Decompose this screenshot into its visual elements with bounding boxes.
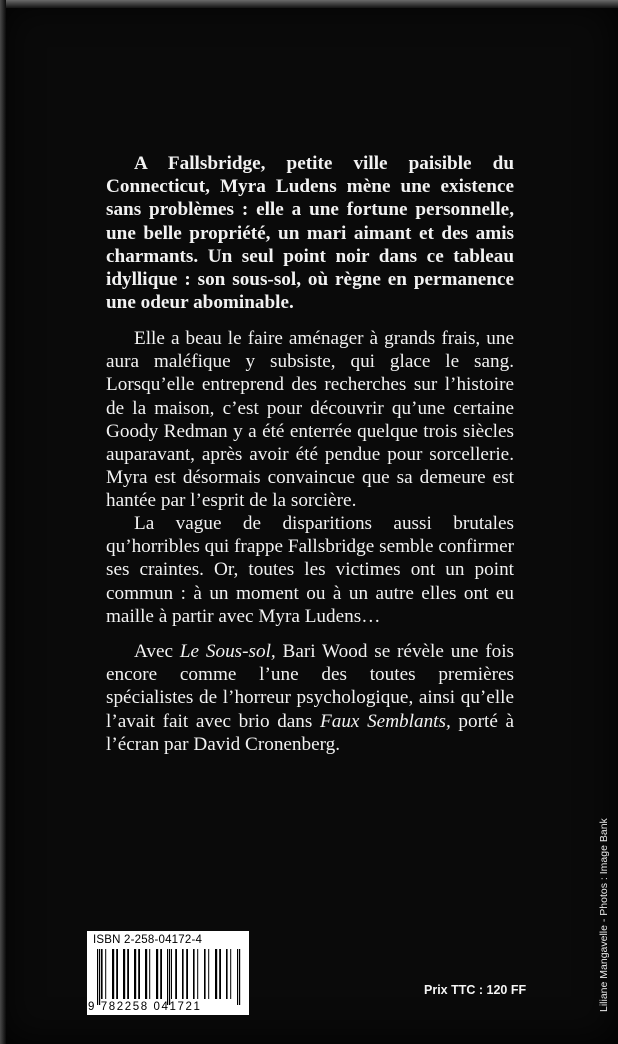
barcode	[87, 931, 249, 1015]
book-title-faux-semblants: Faux Semblants,	[320, 710, 451, 732]
closing-text-1: Avec	[134, 641, 180, 662]
isbn-label: ISBN 2-258-04172-4	[93, 934, 203, 946]
book-title-le-sous-sol: Le Sous-sol,	[179, 641, 276, 662]
blurb-paragraph-2: La vague de disparitions aussi brutales qu’horribles qui frappe Fallsbridge semble confirmer ses craintes. Or, toutes les victimes ont un point commun : à un moment ou à un autre elles ont eu maille à partir avec Myra Ludens…	[106, 513, 514, 627]
ean-digits: 9 782258 041721	[88, 1001, 202, 1013]
closing-text-2: Bari Wood se révèle une fois encore comme l’une des toutes premières spécialistes de l’horreur psychologique, ainsi qu’elle l’avait fait avec brio dans	[106, 641, 515, 732]
price-label: Prix TTC : 120 FF	[424, 983, 527, 997]
blurb-closing	[106, 640, 514, 756]
blurb-paragraph-1: Elle a beau le faire aménager à grands frais, une aura maléfique y subsiste, qui glace le sang. Lorsqu’elle entreprend des recherches sur l’histoire de la maison, c’est pour découvrir qu’une certaine Goody Redman y a été enterrée quelque trois siècles auparavant, après avoir été pendue pour sorcellerie. Myra est désormais convaincue que sa demeure est hantée par l’esprit de la sorcière.	[106, 328, 514, 512]
closing-text-3: porté à l’écran par David Cronenberg.	[106, 710, 514, 755]
cover-edge-top	[0, 0, 618, 8]
blurb-intro: A Fallsbridge, petite ville paisible du Connecticut, Myra Ludens mène une existence sans problèmes : elle a une fortune personnelle, une belle propriété, un mari aimant et des amis charmants. Un seul point noir dans ce tableau idyllique : son sous-sol, où règne en permanence une odeur abominable.	[106, 153, 514, 314]
cover-edge-left	[0, 0, 6, 1044]
photo-credit: Liliane Mangavelle - Photos : Image Bank	[598, 818, 610, 1012]
